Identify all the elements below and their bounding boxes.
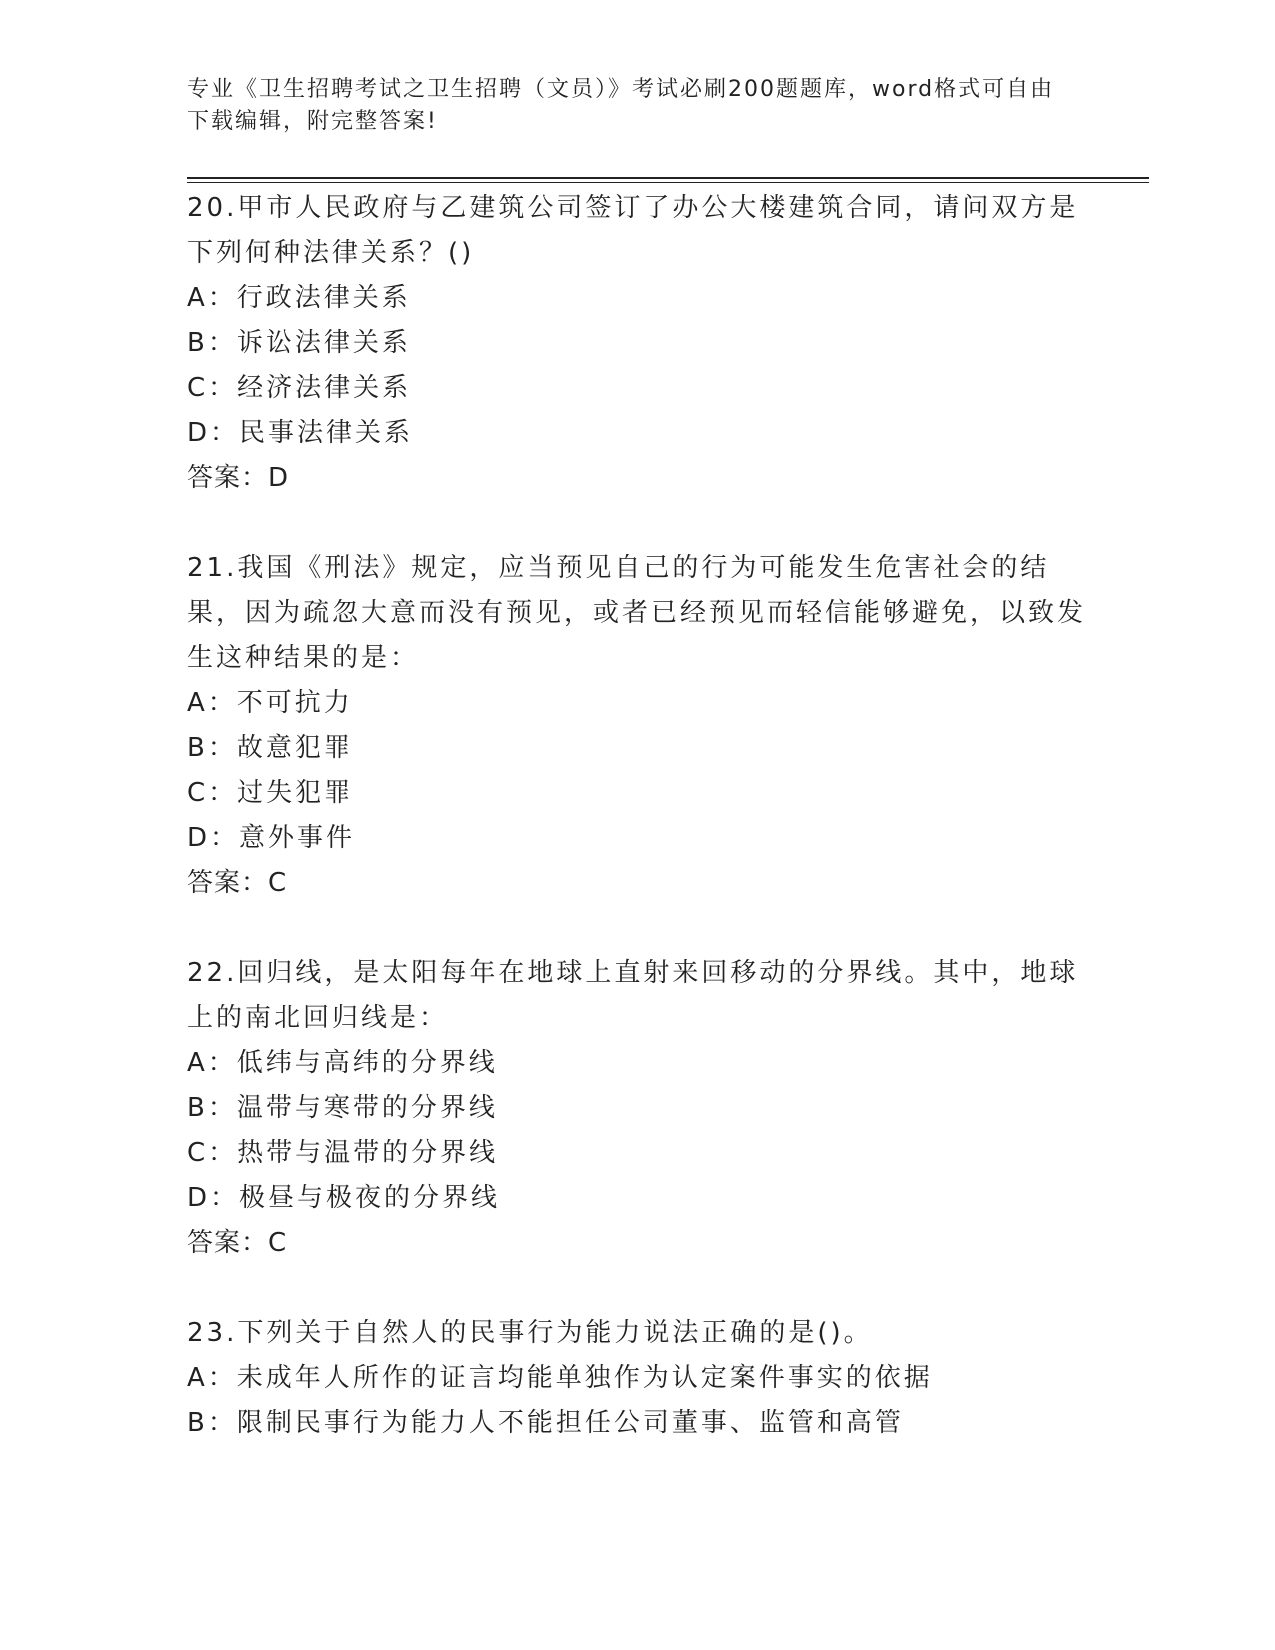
answer-text: 答案：D (187, 463, 290, 493)
question-21 (187, 546, 1087, 906)
question-text: 22.回归线，是太阳每年在地球上直射来回移动的分界线。其中，地球上的南北回归线是： (187, 958, 1079, 1033)
document-header: 专业《卫生招聘考试之卫生招聘（文员）》考试必刷200题题库，word格式可自由下载编辑，附完整答案! (187, 77, 1055, 134)
question-spacer (187, 906, 1087, 951)
header-divider-thick (187, 177, 1149, 179)
option-c: C：经济法律关系 (187, 373, 412, 403)
question-text: 21.我国《刑法》规定，应当预见自己的行为可能发生危害社会的结果，因为疏忽大意而没有预见，或者已经预见而轻信能够避免，以致发生这种结果的是： (187, 553, 1087, 673)
question-spacer (187, 1266, 1087, 1311)
question-22 (187, 951, 1087, 1266)
option-a: A：未成年人所作的证言均能单独作为认定案件事实的依据 (187, 1363, 933, 1393)
question-text: 23.下列关于自然人的民事行为能力说法正确的是()。 (187, 1318, 873, 1348)
question-list (187, 186, 1087, 1446)
option-c: C：过失犯罪 (187, 778, 354, 808)
option-d: D：极昼与极夜的分界线 (187, 1183, 501, 1213)
question-20 (187, 186, 1087, 501)
option-b: B：限制民事行为能力人不能担任公司董事、监管和高管 (187, 1408, 904, 1438)
option-b: B：故意犯罪 (187, 733, 353, 763)
option-a: A：行政法律关系 (187, 283, 411, 313)
option-c: C：热带与温带的分界线 (187, 1138, 499, 1168)
option-d: D：民事法律关系 (187, 418, 414, 448)
option-d: D：意外事件 (187, 823, 356, 853)
question-23 (187, 1311, 1087, 1446)
option-b: B：温带与寒带的分界线 (187, 1093, 498, 1123)
answer-text: 答案：C (187, 1228, 288, 1258)
option-b: B：诉讼法律关系 (187, 328, 411, 358)
option-a: A：低纬与高纬的分界线 (187, 1048, 498, 1078)
question-spacer (187, 501, 1087, 546)
option-a: A：不可抗力 (187, 688, 353, 718)
question-text: 20.甲市人民政府与乙建筑公司签订了办公大楼建筑合同，请问双方是下列何种法律关系？() (187, 193, 1079, 268)
header-divider-thin (187, 182, 1149, 183)
answer-text: 答案：C (187, 868, 288, 898)
